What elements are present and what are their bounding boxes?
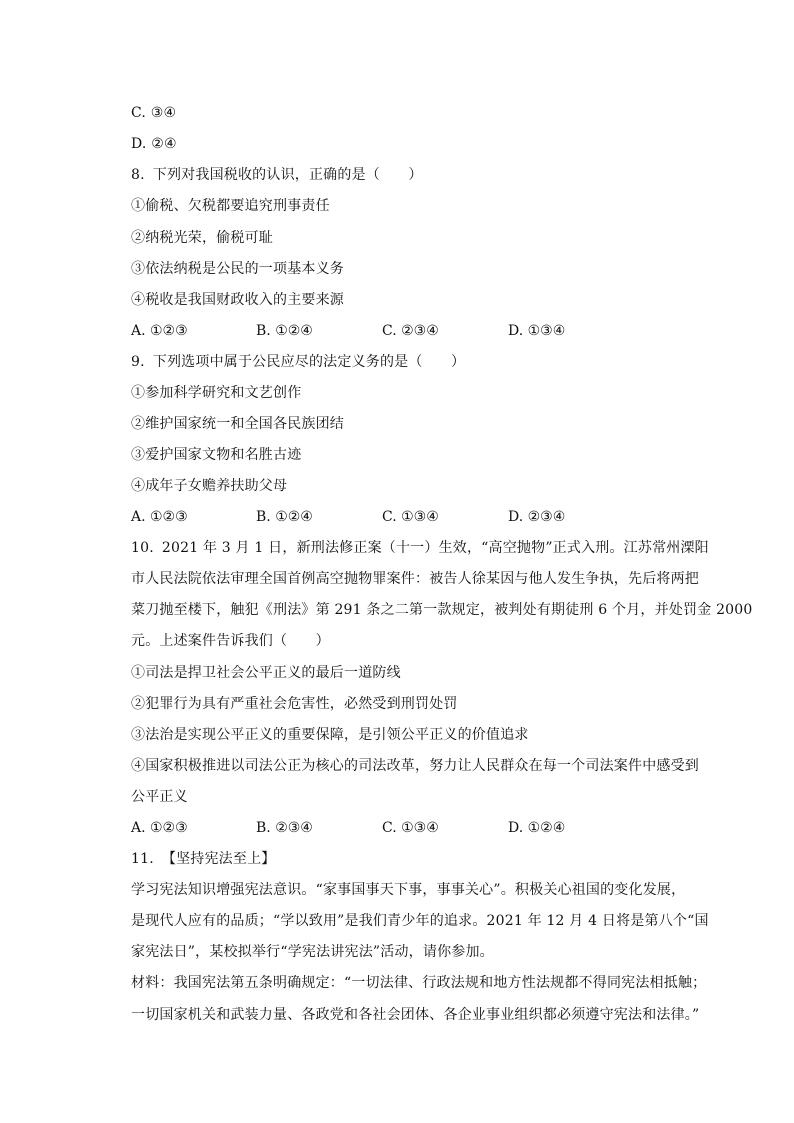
question-10-stem-line-4: 元。上述案件告诉我们（ ） — [131, 633, 330, 649]
question-number: 9. — [131, 354, 145, 370]
q11-intro-line-3: 家宪法日”，某校拟举行“学宪法讲宪法”活动，请你参加。 — [131, 944, 494, 960]
question-10-stem-line-2: 市人民法院依法审理全国首例高空抛物罪案件：被告人徐某因与他人发生争执，先后将两把 — [131, 571, 699, 587]
q8-option-d[interactable]: D. ①③④ — [508, 323, 566, 339]
question-number: 11. — [131, 851, 154, 867]
option-c: C. ③④ — [131, 105, 177, 121]
question-8-stem — [131, 165, 423, 185]
q9-item-4: ④成年子女赡养扶助父母 — [131, 478, 288, 494]
q8-item-1: ①偷税、欠税都要追究刑事责任 — [131, 198, 330, 214]
q11-intro-line-1: 学习宪法知识增强宪法意识。“家事国事天下事，事事关心”。积极关心祖国的变化发展， — [131, 882, 686, 898]
q11-material-line-1: 材料：我国宪法第五条明确规定：“一切法律、行政法规和地方性法规都不得同宪法相抵触； — [131, 975, 707, 991]
q10-option-d[interactable]: D. ①②④ — [508, 820, 566, 836]
q11-intro-line-2: 是现代人应有的品质；“学以致用”是我们青少年的追求。2021 年 12 月 4 日将是第八个“国 — [131, 913, 709, 929]
q8-item-2: ②纳税光荣，偷税可耻 — [131, 230, 273, 246]
q11-material-line-2: 一切国家机关和武装力量、各政党和各社会团体、各企业事业组织都必须遵守宪法和法律。” — [131, 1007, 700, 1023]
question-text: 下列选项中属于公民应尽的法定义务的是（ ） — [152, 354, 466, 370]
q9-option-d[interactable]: D. ②③④ — [508, 509, 566, 525]
q9-item-2: ②维护国家统一和全国各民族团结 — [131, 416, 344, 432]
q10-item-2: ②犯罪行为具有严重社会危害性，必然受到刑罚处罚 — [131, 696, 458, 712]
q9-option-c[interactable]: C. ①③④ — [382, 509, 439, 525]
question-text: 下列对我国税收的认识，正确的是（ ） — [152, 167, 423, 183]
q10-item-3: ③法治是实现公平正义的重要保障，是引领公平正义的价值追求 — [131, 727, 529, 743]
q10-item-4-continued: 公平正义 — [131, 789, 188, 805]
q10-option-b[interactable]: B. ②③④ — [256, 820, 313, 836]
question-number: 10. — [131, 540, 154, 556]
q9-option-a[interactable]: A. ①②③ — [131, 509, 188, 525]
q10-option-a[interactable]: A. ①②③ — [131, 820, 188, 836]
q9-item-3: ③爱护国家文物和名胜古迹 — [131, 447, 302, 463]
question-number: 8. — [131, 167, 145, 183]
q10-item-1: ①司法是捍卫社会公平正义的最后一道防线 — [131, 665, 401, 681]
q8-item-3: ③依法纳税是公民的一项基本义务 — [131, 261, 344, 277]
question-10-stem-line-3: 菜刀抛至楼下，触犯《刑法》第 291 条之二第一款规定，被判处有期徒刑 6 个月，并处罚金 2000 — [131, 602, 753, 618]
option-d: D. ②④ — [131, 136, 177, 152]
question-11-title — [131, 849, 275, 869]
q9-option-b[interactable]: B. ①②④ — [256, 509, 313, 525]
q10-option-c[interactable]: C. ①③④ — [382, 820, 439, 836]
q9-item-1: ①参加科学研究和文艺创作 — [131, 385, 302, 401]
question-text: 2021 年 3 月 1 日，新刑法修正案（十一）生效，“高空抛物”正式入刑。江苏常州溧阳 — [161, 540, 709, 556]
q8-option-a[interactable]: A. ①②③ — [131, 323, 188, 339]
question-heading: 【坚持宪法至上】 — [161, 851, 276, 867]
question-10-stem-line-1 — [131, 538, 709, 558]
q10-item-4: ④国家积极推进以司法公正为核心的司法改革，努力让人民群众在每一个司法案件中感受到 — [131, 758, 699, 774]
question-9-stem — [131, 352, 465, 372]
q8-item-4: ④税收是我国财政收入的主要来源 — [131, 292, 344, 308]
q8-option-c[interactable]: C. ②③④ — [382, 323, 439, 339]
q8-option-b[interactable]: B. ①②④ — [256, 323, 313, 339]
